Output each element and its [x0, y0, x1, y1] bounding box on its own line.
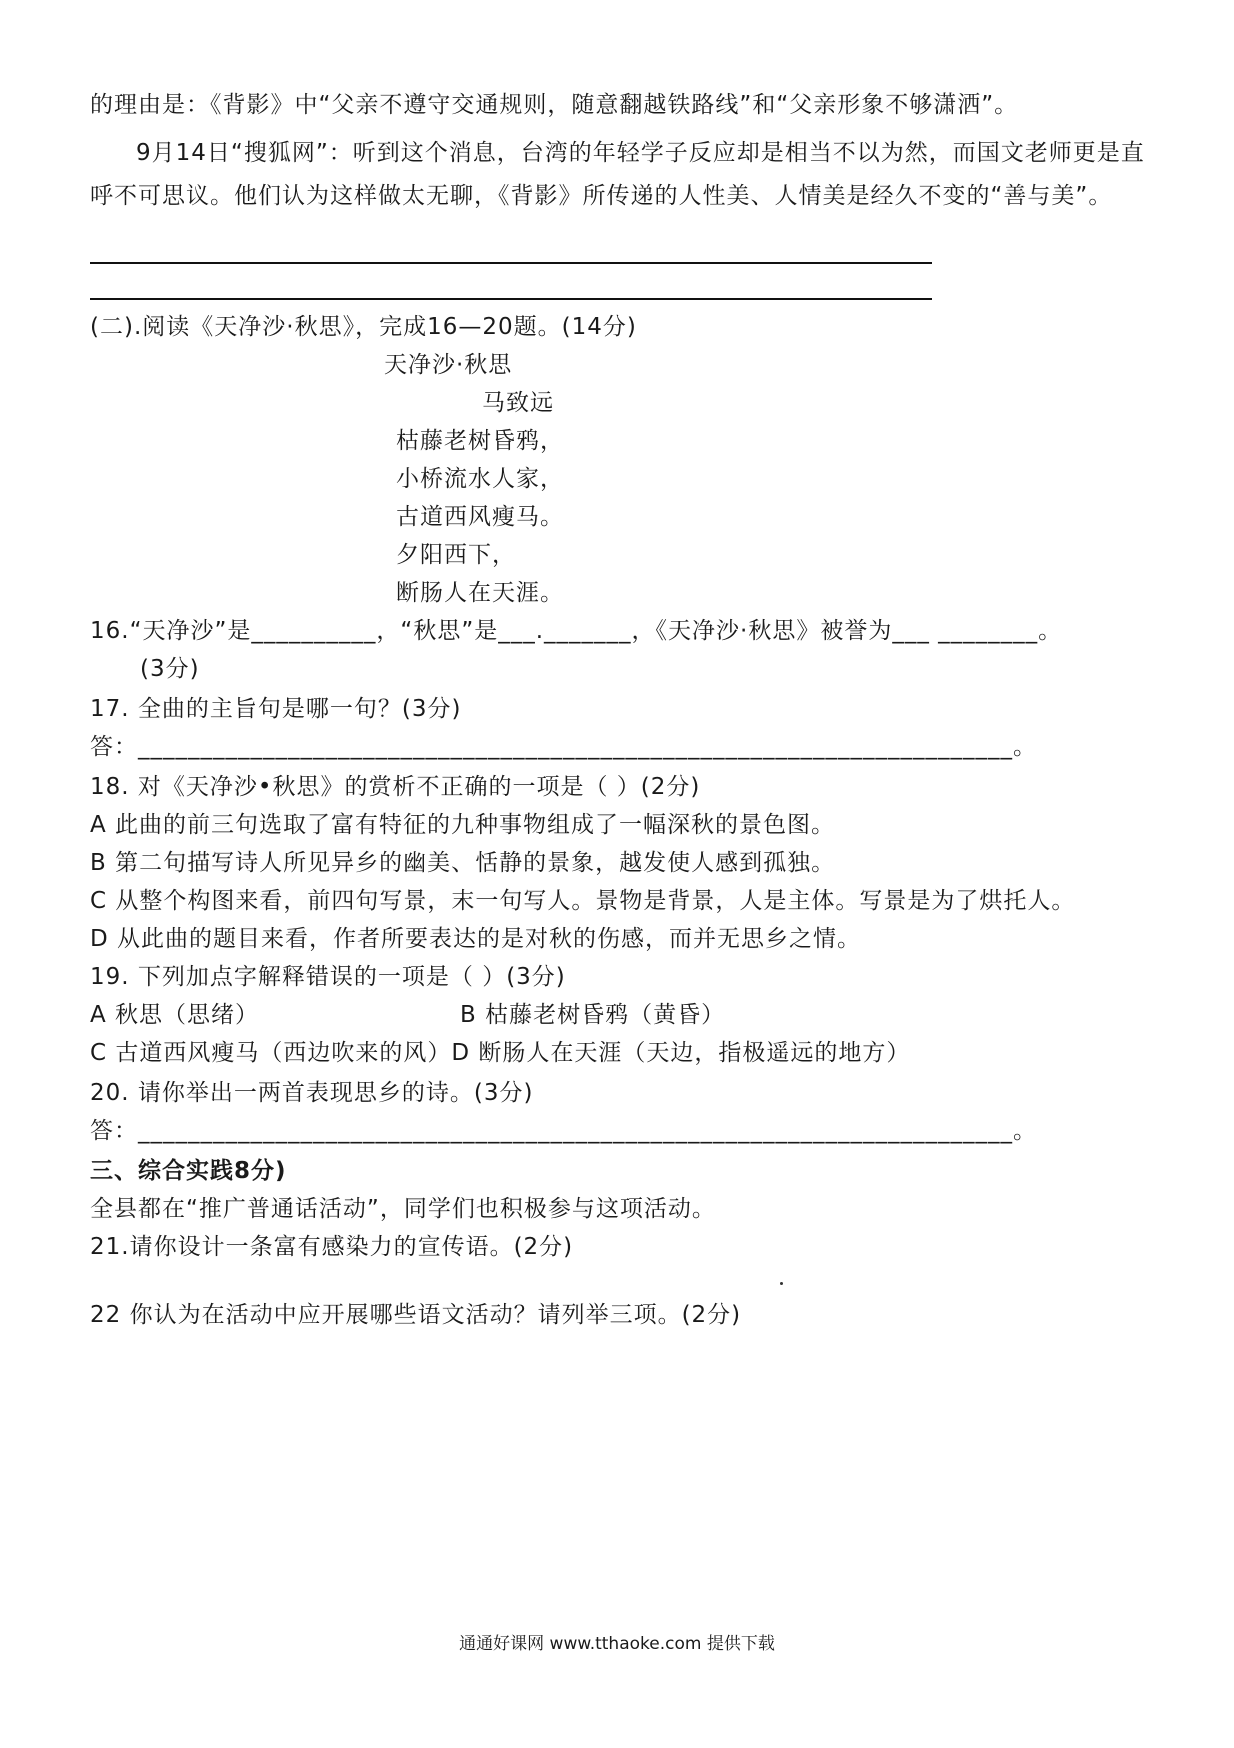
poem-title: 天净沙·秋思 [384, 352, 513, 378]
section-2-heading: (二).阅读《天净沙·秋思》，完成16—20题。(14分) [90, 314, 637, 340]
answer-line-2 [90, 298, 932, 300]
poem-line-5: 断肠人在天涯。 [396, 580, 564, 606]
question-19-option-b: B 枯藤老树昏鸦（黄昏） [460, 1002, 726, 1028]
question-16-points: (3分) [140, 656, 200, 682]
question-18: 18. 对《天净沙•秋思》的赏析不正确的一项是（ ）(2分) [90, 774, 701, 800]
page-footer: 通通好课网 www.tthaoke.com 提供下载 [459, 1634, 775, 1654]
question-16: 16.“天净沙”是__________，“秋思”是___._______，《天净沙·秋思》被誉为___ ________。 [90, 618, 1063, 644]
question-19-option-a: A 秋思（思绪） [90, 1002, 260, 1028]
section-3-heading: 三、综合实践8分) [90, 1158, 287, 1184]
answer-line-1 [90, 262, 932, 264]
intro-paragraph-2: 9月14日“搜狐网”：听到这个消息，台湾的年轻学子反应却是相当不以为然，而国文老师更是直呼不可思议。他们认为这样做太无聊，《背影》所传递的人性美、人情美是经久不变的“善与美”。 [90, 140, 1145, 209]
section-3-intro: 全县都在“推广普通话活动”，同学们也积极参与这项活动。 [90, 1196, 716, 1222]
question-19: 19. 下列加点字解释错误的一项是（ ）(3分) [90, 964, 566, 990]
question-21: 21.请你设计一条富有感染力的宣传语。(2分) [90, 1234, 574, 1260]
question-18-option-b: B 第二句描写诗人所见异乡的幽美、恬静的景象，越发使人感到孤独。 [90, 850, 836, 876]
question-20: 20. 请你举出一两首表现思乡的诗。(3分) [90, 1080, 534, 1106]
stray-mark [780, 1282, 783, 1285]
question-17-answer-line: 答：______________________________________________________________________。 [90, 734, 1037, 760]
intro-line-1: 的理由是：《背影》中“父亲不遵守交通规则，随意翻越铁路线”和“父亲形象不够潇洒”。 [90, 92, 1019, 118]
poem-line-4: 夕阳西下， [396, 542, 516, 568]
question-18-option-a: A 此曲的前三句选取了富有特征的九种事物组成了一幅深秋的景色图。 [90, 812, 836, 838]
poem-line-1: 枯藤老树昏鸦， [396, 428, 564, 454]
poem-author: 马致远 [482, 390, 554, 416]
question-18-option-c: C 从整个构图来看，前四句写景，末一句写人。景物是背景，人是主体。写景是为了烘托人。 [90, 888, 1076, 914]
question-18-option-d: D 从此曲的题目来看，作者所要表达的是对秋的伤感，而并无思乡之情。 [90, 926, 862, 952]
question-17: 17. 全曲的主旨句是哪一句？(3分) [90, 696, 462, 722]
question-20-answer-line: 答：______________________________________________________________________。 [90, 1118, 1037, 1144]
poem-line-2: 小桥流水人家， [396, 466, 564, 492]
question-22: 22 你认为在活动中应开展哪些语文活动？请列举三项。(2分) [90, 1302, 742, 1328]
poem-line-3: 古道西风瘦马。 [396, 504, 564, 530]
question-19-options-c-d: C 古道西风瘦马（西边吹来的风）D 断肠人在天涯（天边，指极遥远的地方） [90, 1040, 911, 1066]
